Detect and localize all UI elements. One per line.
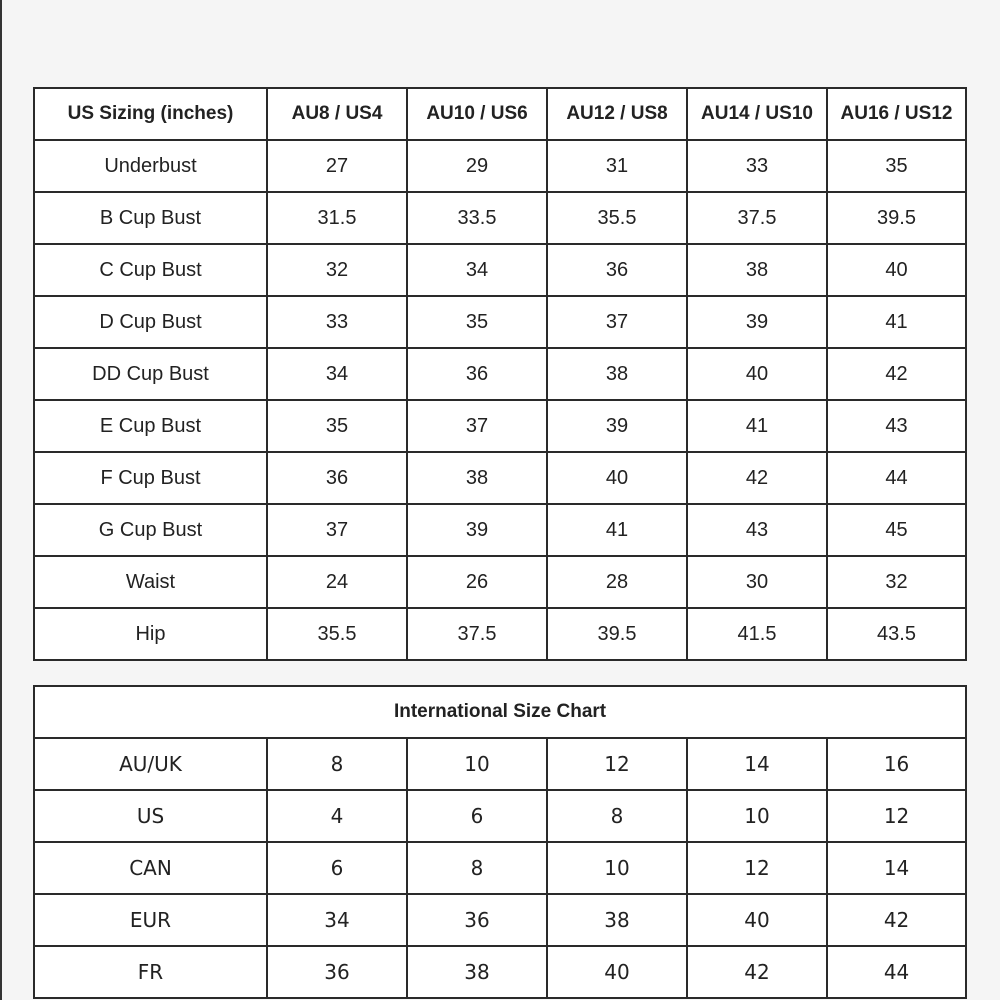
size-column-header: AU12 / US8 [547, 88, 687, 140]
size-value: 10 [407, 738, 547, 790]
measurement-value: 35.5 [547, 192, 687, 244]
size-value: 34 [267, 894, 407, 946]
measurement-label: B Cup Bust [34, 192, 267, 244]
international-title-row [34, 686, 966, 738]
measurement-label: F Cup Bust [34, 452, 267, 504]
measurement-value: 31.5 [267, 192, 407, 244]
table-row [34, 400, 966, 452]
size-value: 42 [687, 946, 827, 998]
measurement-value: 38 [407, 452, 547, 504]
measurement-label: Waist [34, 556, 267, 608]
measurement-value: 32 [827, 556, 966, 608]
measurement-value: 33 [267, 296, 407, 348]
size-value: 6 [267, 842, 407, 894]
measurement-value: 39 [407, 504, 547, 556]
size-value: 40 [547, 946, 687, 998]
size-value: 14 [827, 842, 966, 894]
table-row [34, 894, 966, 946]
size-column-header: AU8 / US4 [267, 88, 407, 140]
size-value: 12 [827, 790, 966, 842]
measurement-value: 40 [827, 244, 966, 296]
measurement-value: 39 [687, 296, 827, 348]
size-value: 38 [547, 894, 687, 946]
measurement-value: 36 [407, 348, 547, 400]
measurement-label: DD Cup Bust [34, 348, 267, 400]
measurement-value: 41 [687, 400, 827, 452]
table-row [34, 608, 966, 660]
measurement-value: 41 [827, 296, 966, 348]
table-row [34, 556, 966, 608]
measurement-value: 28 [547, 556, 687, 608]
measurement-value: 36 [267, 452, 407, 504]
size-column-header: AU14 / US10 [687, 88, 827, 140]
measurement-value: 33.5 [407, 192, 547, 244]
measurement-label: E Cup Bust [34, 400, 267, 452]
measurement-value: 26 [407, 556, 547, 608]
measurement-label: G Cup Bust [34, 504, 267, 556]
table-row [34, 842, 966, 894]
table-row [34, 296, 966, 348]
measurement-value: 37 [267, 504, 407, 556]
table-row [34, 504, 966, 556]
size-column-header: AU16 / US12 [827, 88, 966, 140]
measurement-value: 40 [547, 452, 687, 504]
size-value: 36 [267, 946, 407, 998]
table-row [34, 244, 966, 296]
measurement-label: C Cup Bust [34, 244, 267, 296]
size-value: 40 [687, 894, 827, 946]
size-value: 12 [687, 842, 827, 894]
us-sizing-header-row [34, 88, 966, 140]
measurement-value: 31 [547, 140, 687, 192]
measurement-value: 33 [687, 140, 827, 192]
size-value: 16 [827, 738, 966, 790]
table-row [34, 738, 966, 790]
size-value: 36 [407, 894, 547, 946]
region-label: CAN [34, 842, 267, 894]
size-value: 38 [407, 946, 547, 998]
measurement-value: 43 [687, 504, 827, 556]
measurement-value: 35.5 [267, 608, 407, 660]
measurement-value: 35 [267, 400, 407, 452]
size-value: 44 [827, 946, 966, 998]
us-sizing-header-label: US Sizing (inches) [34, 88, 267, 140]
measurement-value: 39 [547, 400, 687, 452]
measurement-value: 37 [407, 400, 547, 452]
measurement-value: 35 [827, 140, 966, 192]
table-row [34, 946, 966, 998]
measurement-value: 39.5 [547, 608, 687, 660]
measurement-value: 40 [687, 348, 827, 400]
us-sizing-table [33, 87, 967, 661]
measurement-value: 41.5 [687, 608, 827, 660]
measurement-value: 36 [547, 244, 687, 296]
region-label: FR [34, 946, 267, 998]
size-value: 8 [407, 842, 547, 894]
table-row [34, 192, 966, 244]
region-label: US [34, 790, 267, 842]
measurement-value: 34 [267, 348, 407, 400]
measurement-value: 37.5 [407, 608, 547, 660]
measurement-value: 44 [827, 452, 966, 504]
measurement-value: 27 [267, 140, 407, 192]
size-value: 6 [407, 790, 547, 842]
measurement-value: 32 [267, 244, 407, 296]
size-value: 10 [547, 842, 687, 894]
international-size-table [33, 685, 967, 999]
left-edge-line [0, 0, 2, 1000]
size-value: 42 [827, 894, 966, 946]
measurement-value: 39.5 [827, 192, 966, 244]
measurement-value: 43 [827, 400, 966, 452]
size-value: 14 [687, 738, 827, 790]
region-label: EUR [34, 894, 267, 946]
table-row [34, 348, 966, 400]
measurement-value: 30 [687, 556, 827, 608]
measurement-value: 45 [827, 504, 966, 556]
measurement-value: 29 [407, 140, 547, 192]
size-value: 10 [687, 790, 827, 842]
measurement-label: D Cup Bust [34, 296, 267, 348]
international-size-chart-title: International Size Chart [34, 686, 966, 738]
measurement-value: 38 [547, 348, 687, 400]
measurement-value: 42 [687, 452, 827, 504]
measurement-label: Hip [34, 608, 267, 660]
region-label: AU/UK [34, 738, 267, 790]
size-value: 8 [547, 790, 687, 842]
table-row [34, 790, 966, 842]
size-value: 12 [547, 738, 687, 790]
measurement-value: 42 [827, 348, 966, 400]
measurement-value: 41 [547, 504, 687, 556]
measurement-label: Underbust [34, 140, 267, 192]
measurement-value: 37.5 [687, 192, 827, 244]
size-value: 8 [267, 738, 407, 790]
table-row [34, 452, 966, 504]
measurement-value: 38 [687, 244, 827, 296]
measurement-value: 34 [407, 244, 547, 296]
measurement-value: 37 [547, 296, 687, 348]
table-row [34, 140, 966, 192]
size-column-header: AU10 / US6 [407, 88, 547, 140]
size-value: 4 [267, 790, 407, 842]
measurement-value: 35 [407, 296, 547, 348]
measurement-value: 24 [267, 556, 407, 608]
measurement-value: 43.5 [827, 608, 966, 660]
